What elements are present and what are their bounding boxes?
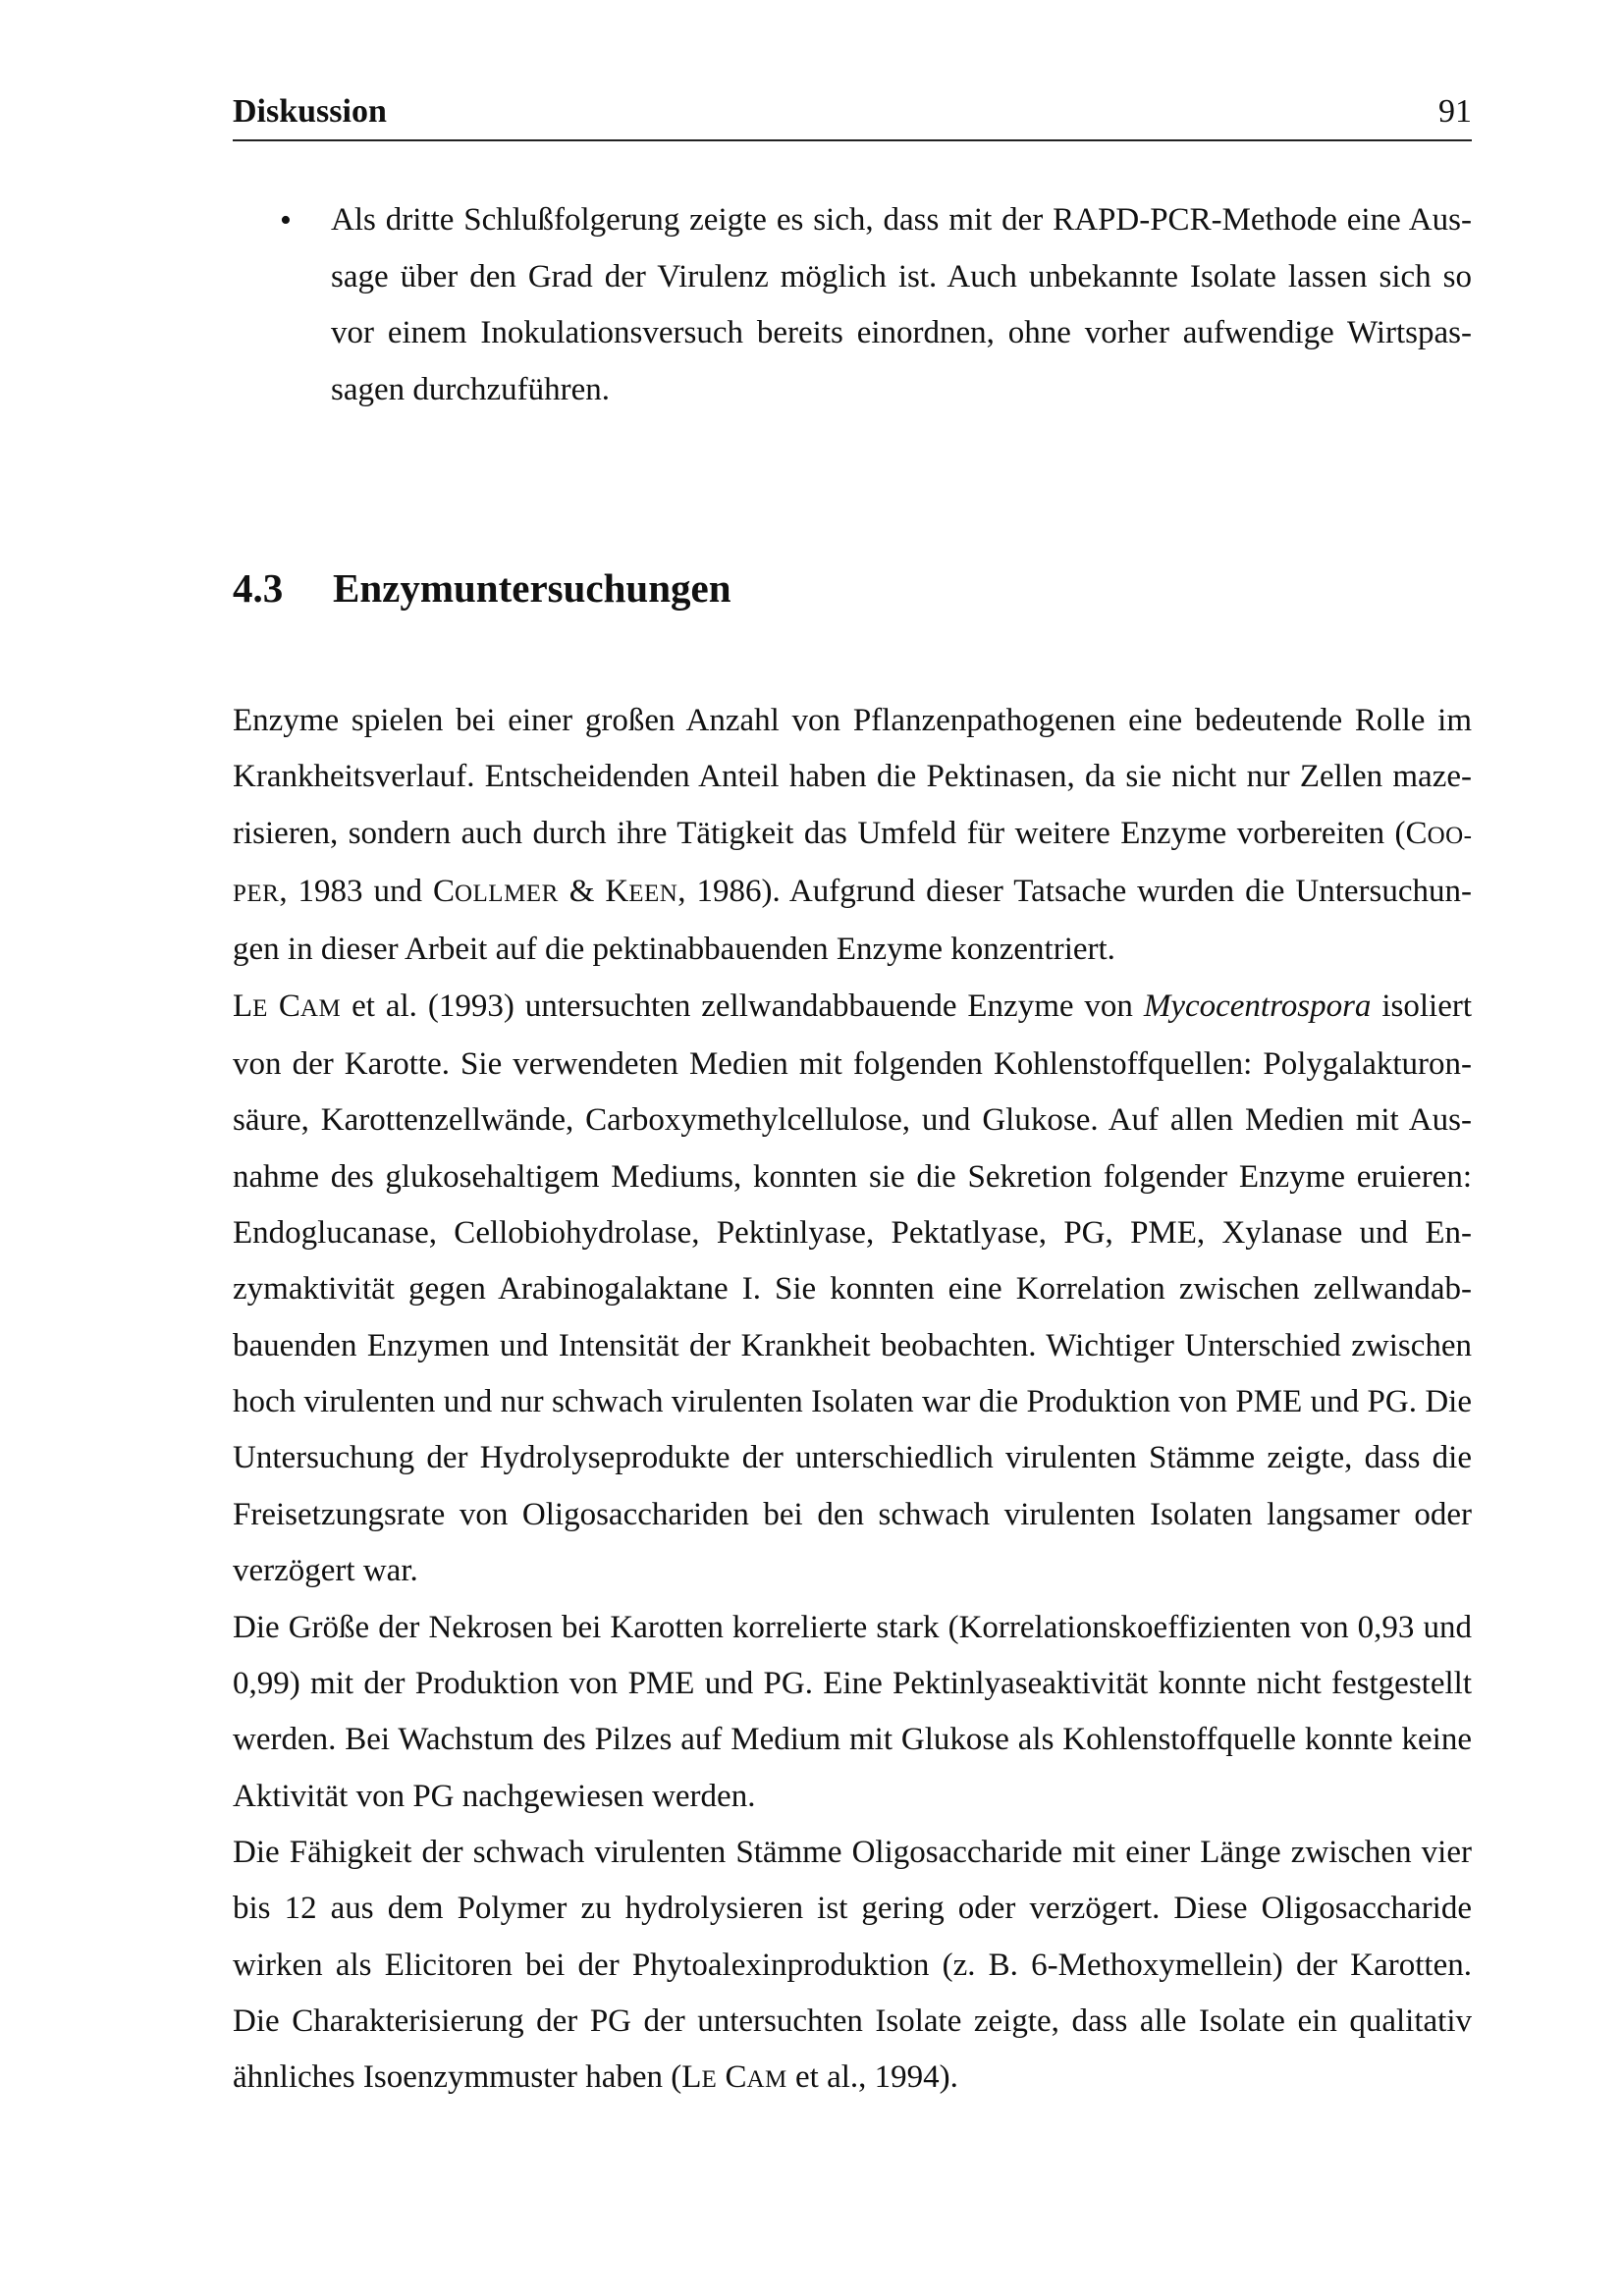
paragraph-1 (233, 693, 1472, 979)
section-number: 4.3 (233, 565, 284, 611)
species-name: Mycocentrospora (1143, 988, 1372, 1024)
bullet-list-item (280, 192, 1472, 418)
citation-author-smallcaps: EEN (628, 881, 678, 908)
bullet-icon: • (280, 202, 292, 239)
citation-author-initial: C (1405, 815, 1428, 851)
running-header (233, 92, 1472, 141)
citation-author-smallcaps: OLLMER (454, 881, 559, 908)
citation-author-initial: L (681, 2059, 702, 2096)
citation-author-smallcaps: E (252, 994, 268, 1022)
citation-author-smallcaps: OOPER (233, 822, 1472, 908)
citation-author-initial: C (432, 874, 455, 910)
header-page-number: 91 (1438, 93, 1472, 130)
citation-author-smallcaps: AM (299, 994, 342, 1022)
paragraph-3: Die Größe der Nekrosen bei Karotten korrelierte stark (Korrelationskoeffizienten von 0,93 und 0,99) mit der Produktion von PME und PG. Eine Pektinlyaseaktivität konnte nicht festgestellt werden. Bei Wachstum des Pilzes auf Medium mit Glukose als Kohlenstoffquelle konnte keine Aktivität von PG nachgewiesen werden. (233, 1609, 1472, 1814)
paragraph-text: & (558, 874, 606, 910)
paragraph-text: et al. (1993) untersuchten zellwandabbauende Enzyme von (341, 988, 1144, 1024)
body-text (233, 693, 1472, 2109)
citation-author-initial: K (605, 874, 629, 910)
header-chapter-title: Diskussion (233, 93, 387, 130)
citation-author-smallcaps: E (701, 2066, 718, 2094)
paragraph-text: et al., 1994). (786, 2059, 958, 2096)
paragraph-text: Enzyme spielen bei einer großen Anzahl von Pflanzenpathogenen eine bedeutende Rolle im Krankheitsverlauf. Entscheidenden Anteil haben die Pektinasen, da sie nicht nur Zellen mazerisieren, sondern auch durch ihre Tätigkeit das Umfeld für weitere Enzyme vorbereiten ( (233, 703, 1472, 851)
citation-space (268, 988, 279, 1024)
paragraph-4 (233, 1825, 1472, 2109)
paragraph-text: Die Fähigkeit der schwach virulenten Stämme Oligosaccharide mit einer Länge zwischen vier bis 12 aus dem Polymer zu hydrolysieren ist gering oder verzögert. Diese Oligosaccharide wirken als Elicitoren bei der Phytoalexinproduktion (z. B. 6-Methoxymellein) der Karotten. Die Charakterisierung der PG der untersuchten Isolate zeigte, dass alle Isolate ein qualitativ ähnliches Isoenzymmuster haben ( (233, 1834, 1472, 2096)
paragraph-2 (233, 979, 1472, 1600)
paragraph-text: , 1986). Aufgrund dieser Tatsache wurden die Untersuchungen in dieser Arbeit auf die pektinabbauenden Enzyme konzentriert. (233, 874, 1472, 968)
bullet-text: Als dritte Schlußfolgerung zeigte es sich, dass mit der RAPD-PCR-Methode eine Aussage über den Grad der Virulenz möglich ist. Auch unbekannte Isolate lassen sich so vor einem Inokulationsversuch bereits einordnen, ohne vorher aufwendige Wirtspassagen durchzuführen. (331, 202, 1472, 407)
citation-author-initial: L (233, 988, 253, 1024)
section-title: Enzymuntersuchungen (333, 565, 731, 611)
section-heading (233, 563, 731, 613)
paragraph-text: isoliert von der Karotte. Sie verwendeten Medien mit folgenden Kohlenstoffquellen: Polygalakturonsäure, Karottenzellwände, Carboxymethylcellulose, und Glukose. Auf allen Medien mit Ausnahme des glukosehaltigem Mediums, konnten sie die Sekretion folgender Enzyme eruieren: Endoglucanase, Cellobiohydrolase, Pektinlyase, Pektatlyase, PG, PME, Xylanase und Enzymaktivität gegen Arabinogalaktane I. Sie konnten eine Korrelation zwischen zellwandabbauenden Enzymen und Intensität der Krankheit beobachten. Wichtiger Unterschied zwischen hoch virulenten und nur schwach virulenten Isolaten war die Produktion von PME und PG. Die Untersuchung der Hydrolyseprodukte der unterschiedlich virulenten Stämme zeigte, dass die Freisetzungsrate von Oligosacchariden bei den schwach virulenten Isolaten langsamer oder verzögert war. (233, 988, 1472, 1589)
citation-author-initial: C (278, 988, 300, 1024)
citation-author-initial: C (725, 2059, 747, 2096)
paragraph-text: , 1983 und (279, 874, 433, 910)
citation-author-smallcaps: AM (746, 2066, 787, 2094)
